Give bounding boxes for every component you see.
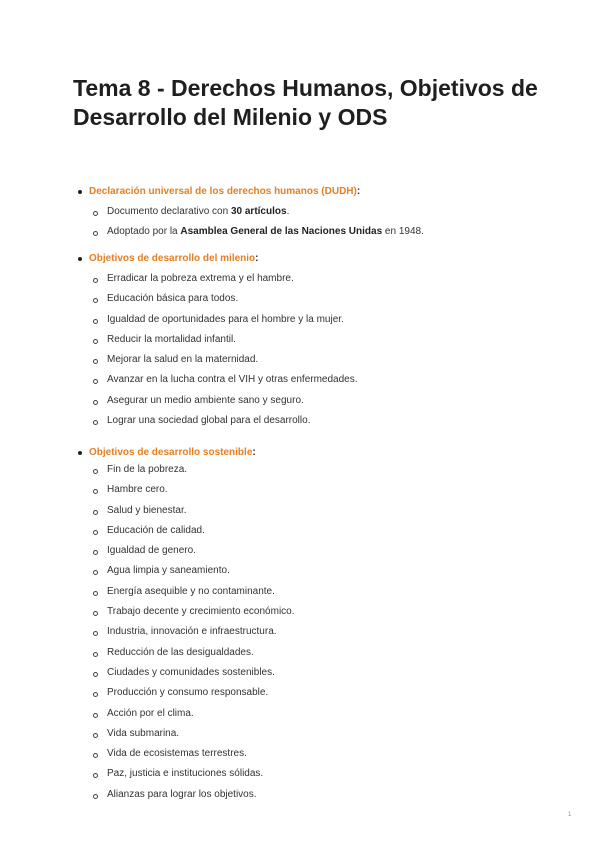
circle-bullet-icon <box>93 530 98 535</box>
item-text: Educación básica para todos. <box>107 293 239 305</box>
item-text-end: . <box>286 206 290 217</box>
section-odm <box>0 250 560 431</box>
circle-bullet-icon <box>93 652 98 657</box>
section-heading <box>0 250 560 268</box>
circle-bullet-icon <box>93 631 98 636</box>
circle-bullet-icon <box>93 278 98 283</box>
list-item <box>0 350 560 370</box>
list-item <box>0 663 560 683</box>
circle-bullet-icon <box>93 339 98 344</box>
list-item <box>0 785 560 805</box>
item-text: Reducir la mortalidad infantil. <box>107 333 236 345</box>
section-title: Objetivos de desarrollo del milenio <box>89 253 256 264</box>
sub-list <box>0 460 560 805</box>
section-dudh <box>0 183 560 243</box>
item-text: Alianzas para lograr los objetivos. <box>107 788 257 800</box>
list-item <box>0 310 560 330</box>
circle-bullet-icon <box>93 298 98 303</box>
list-item <box>0 622 560 642</box>
item-text: Industria, innovación e infraestructura. <box>107 626 277 638</box>
item-text: Vida submarina. <box>107 727 180 739</box>
circle-bullet-icon <box>93 211 98 216</box>
circle-bullet-icon <box>93 400 98 405</box>
circle-bullet-icon <box>93 359 98 364</box>
list-item <box>0 521 560 541</box>
list-item <box>0 222 560 242</box>
bullet-icon <box>78 451 82 455</box>
list-item <box>0 289 560 309</box>
circle-bullet-icon <box>93 379 98 384</box>
item-text: Ciudades y comunidades sostenibles. <box>107 666 275 678</box>
list-item <box>0 764 560 784</box>
list-item <box>0 480 560 500</box>
item-text: Fin de la pobreza. <box>107 464 188 475</box>
circle-bullet-icon <box>93 713 98 718</box>
item-text: Mejorar la salud en la maternidad. <box>107 354 259 366</box>
circle-bullet-icon <box>93 231 98 236</box>
circle-bullet-icon <box>93 319 98 324</box>
item-bold-text: 30 artículos <box>230 206 287 217</box>
circle-bullet-icon <box>93 469 98 474</box>
item-text: Igualdad de oportunidades para el hombre y la mujer. <box>107 313 344 325</box>
section-title: Declaración universal de los derechos humanos (DUDH) <box>89 186 357 197</box>
list-item <box>0 744 560 764</box>
circle-bullet-icon <box>93 733 98 738</box>
circle-bullet-icon <box>93 591 98 596</box>
item-text: Agua limpia y saneamiento. <box>107 565 230 577</box>
list-item <box>0 683 560 703</box>
item-text: Hambre cero. <box>107 484 168 496</box>
list-item <box>0 501 560 521</box>
circle-bullet-icon <box>93 420 98 425</box>
item-text: Lograr una sociedad global para el desarrollo. <box>107 415 311 427</box>
list-item <box>0 582 560 602</box>
list-item <box>0 724 560 744</box>
item-text: Producción y consumo responsable. <box>107 687 269 699</box>
circle-bullet-icon <box>93 510 98 515</box>
circle-bullet-icon <box>93 570 98 575</box>
item-bold-text: Asamblea General de las Naciones Unidas <box>180 226 383 238</box>
circle-bullet-icon <box>93 611 98 616</box>
list-item <box>0 411 560 431</box>
circle-bullet-icon <box>93 489 98 494</box>
circle-bullet-icon <box>93 692 98 697</box>
bullet-icon <box>78 257 82 261</box>
section-heading <box>0 183 560 201</box>
section-colon: : <box>252 447 256 458</box>
list-item <box>0 269 560 289</box>
list-item <box>0 541 560 561</box>
item-text: Igualdad de genero. <box>107 545 196 557</box>
item-text: Salud y bienestar. <box>107 504 187 516</box>
item-text: Erradicar la pobreza extrema y el hambre. <box>107 273 294 284</box>
circle-bullet-icon <box>93 672 98 677</box>
list-item <box>0 391 560 411</box>
sub-list <box>0 202 560 243</box>
item-text: Reducción de las desigualdades. <box>107 646 254 658</box>
section-ods <box>0 444 560 805</box>
item-text: Educación de calidad. <box>107 524 205 536</box>
section-title: Objetivos de desarrollo sostenible <box>89 447 253 458</box>
circle-bullet-icon <box>93 773 98 778</box>
item-text: Trabajo decente y crecimiento económico. <box>107 606 295 618</box>
item-text: Documento declarativo con <box>107 206 231 217</box>
sub-list <box>0 269 560 431</box>
list-item <box>0 704 560 724</box>
list-item <box>0 602 560 622</box>
section-colon: : <box>356 186 361 197</box>
list-item <box>0 330 560 350</box>
list-item <box>0 643 560 663</box>
item-text-end: en 1948. <box>382 226 424 238</box>
section-colon: : <box>255 253 259 264</box>
item-text: Paz, justicia e instituciones sólidas. <box>107 768 264 780</box>
list-item <box>0 370 560 390</box>
circle-bullet-icon <box>93 794 98 799</box>
item-text: Acción por el clima. <box>107 707 194 719</box>
list-item <box>0 202 560 222</box>
item-text: Vida de ecosistemas terrestres. <box>107 748 247 760</box>
item-text: Avanzar en la lucha contra el VIH y otras enfermedades. <box>107 374 358 386</box>
list-item <box>0 460 560 480</box>
page-number: 1 <box>568 812 572 818</box>
bullet-icon <box>78 190 82 194</box>
page-title: Tema 8 - Derechos Humanos, Objetivos de Desarrollo del Milenio y ODS <box>73 75 538 130</box>
circle-bullet-icon <box>93 550 98 555</box>
item-text: Asegurar un medio ambiente sano y seguro. <box>107 394 304 406</box>
circle-bullet-icon <box>93 753 98 758</box>
item-text: Adoptado por la <box>107 226 181 238</box>
list-item <box>0 561 560 581</box>
item-text: Energía asequible y no contaminante. <box>107 585 275 597</box>
